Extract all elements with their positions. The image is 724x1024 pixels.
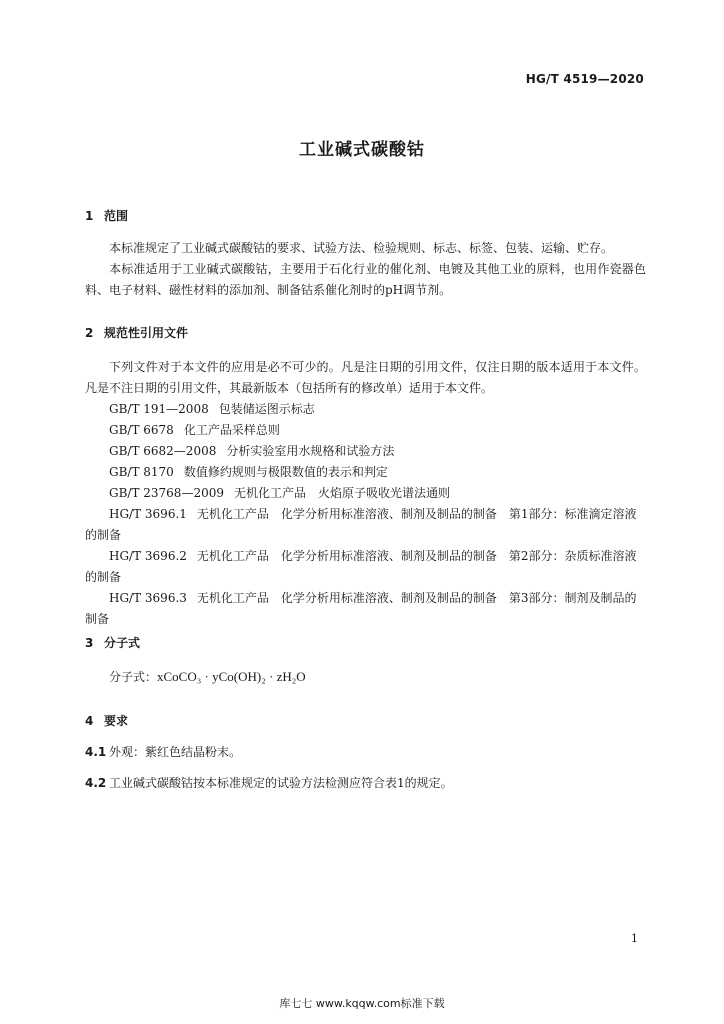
reference-code: GB/T 8170 [109,465,174,479]
requirement-item [85,773,646,794]
section-number: 2 [85,326,94,340]
section-4-heading [85,712,128,729]
reference-title: 无机化工产品 化学分析用标准溶液、制剂及制品的制备 第2部分：杂质标准溶液的制备 [85,549,637,584]
reference-code: GB/T 6678 [109,423,174,437]
reference-title: 化工产品采样总则 [183,423,280,437]
reference-code: HG/T 3696.1 [109,507,187,521]
requirement-number: 4.2 [85,776,107,790]
reference-item [85,441,646,462]
reference-item [85,588,646,630]
formula-value: xCoCO₃ · yCo(OH)₂ · zH₂O [157,669,306,684]
reference-code: HG/T 3696.2 [109,549,187,563]
molecular-formula [109,668,306,685]
reference-title: 无机化工产品 化学分析用标准溶液、制剂及制品的制备 第3部分：制剂及制品的制备 [85,591,637,626]
reference-code: GB/T 6682—2008 [109,444,217,458]
reference-item [85,462,646,483]
section-3-heading [85,634,140,651]
reference-item [85,504,646,546]
reference-item [85,483,646,504]
reference-title: 包装储运图示标志 [218,402,315,416]
section-title: 分子式 [104,636,141,650]
reference-code: GB/T 23768—2009 [109,486,224,500]
reference-item [85,546,646,588]
page-number: 1 [631,932,638,945]
reference-title: 无机化工产品 化学分析用标准溶液、制剂及制品的制备 第1部分：标准滴定溶液的制备 [85,507,637,542]
section-title: 规范性引用文件 [104,326,189,340]
standard-code: HG/T 4519—2020 [525,72,644,86]
reference-item [85,399,646,420]
requirement-number: 4.1 [85,745,107,759]
section-title: 范围 [104,209,129,223]
footer-watermark: 库七七 www.kqqw.com标准下载 [279,997,445,1010]
section-1-paragraph-1: 本标准规定了工业碱式碳酸钴的要求、试验方法、检验规则、标志、标签、包装、运输、贮存。 [109,241,614,255]
reference-code: GB/T 191—2008 [109,402,209,416]
reference-code: HG/T 3696.3 [109,591,187,605]
reference-item [85,420,646,441]
section-number: 1 [85,209,94,223]
section-1-paragraph-2: 本标准适用于工业碱式碳酸钴，主要用于石化行业的催化剂、电镀及其他工业的原料，也用作瓷器色料、电子材料、磁性材料的添加剂、制备钴系催化剂时的pH调节剂。 [85,262,646,297]
requirement-text: 外观：紫红色结晶粉末。 [109,745,242,759]
section-2-intro: 下列文件对于本文件的应用是必不可少的。凡是注日期的引用文件，仅注日期的版本适用于本文件。凡是不注日期的引用文件，其最新版本（包括所有的修改单）适用于本文件。 [85,360,646,395]
section-2-heading [85,324,188,341]
section-number: 3 [85,636,94,650]
requirement-item [85,742,646,763]
section-title: 要求 [104,714,129,728]
requirement-text: 工业碱式碳酸钴按本标准规定的试验方法检测应符合表1的规定。 [109,776,453,790]
section-number: 4 [85,714,94,728]
formula-label: 分子式： [109,670,158,684]
reference-title: 分析实验室用水规格和试验方法 [226,444,395,458]
document-title: 工业碱式碳酸钴 [299,140,425,160]
reference-title: 数值修约规则与极限数值的表示和判定 [183,465,388,479]
section-1-heading [85,207,128,224]
reference-title: 无机化工产品 火焰原子吸收光谱法通则 [233,486,450,500]
